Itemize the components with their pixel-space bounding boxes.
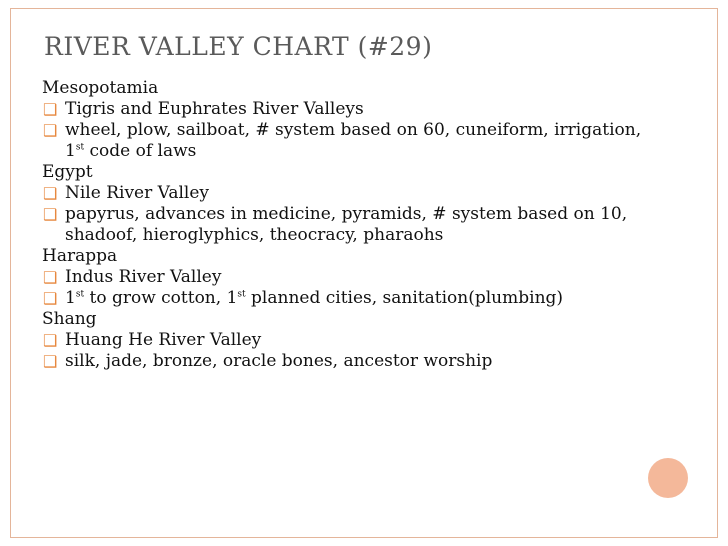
bullet-text: papyrus, advances in medicine, pyramids, # system based on 10, shadoof, hieroglyphics, theocracy, pharaohs	[65, 204, 628, 245]
slide-content	[42, 78, 642, 372]
bullet-text: Nile River Valley	[65, 183, 210, 203]
slide-border-right	[717, 8, 718, 538]
bullet-text: 1st to grow cotton, 1st planned cities, sanitation(plumbing)	[65, 288, 564, 308]
box-check-bullet-icon: ❑	[43, 205, 58, 224]
bullet-item	[42, 330, 642, 351]
section-heading-mesopotamia: Mesopotamia	[42, 78, 159, 98]
section-heading-harappa: Harappa	[42, 246, 118, 266]
bullet-item	[42, 120, 642, 162]
bullet-item	[42, 267, 642, 288]
bullet-text: wheel, plow, sailboat, # system based on 60, cuneiform, irrigation, 1st code of laws	[65, 120, 642, 161]
box-check-bullet-icon: ❑	[43, 121, 58, 140]
bullet-item	[42, 204, 642, 246]
bullet-item	[42, 183, 642, 204]
bullet-text: Tigris and Euphrates River Valleys	[65, 99, 364, 119]
bullet-text: Huang He River Valley	[65, 330, 262, 350]
slide-border-top	[10, 8, 718, 9]
section-heading-egypt: Egypt	[42, 162, 93, 182]
slide-border-bottom	[10, 537, 718, 538]
slide-title: RIVER VALLEY CHART (#29)	[44, 32, 433, 61]
box-check-bullet-icon: ❑	[43, 331, 58, 350]
box-check-bullet-icon: ❑	[43, 184, 58, 203]
box-check-bullet-icon: ❑	[43, 352, 58, 371]
bullet-text: Indus River Valley	[65, 267, 222, 287]
bullet-item	[42, 99, 642, 120]
bullet-item	[42, 288, 642, 309]
section-heading-shang: Shang	[42, 309, 97, 329]
box-check-bullet-icon: ❑	[43, 100, 58, 119]
bullet-text: silk, jade, bronze, oracle bones, ancestor worship	[65, 351, 493, 371]
box-check-bullet-icon: ❑	[43, 268, 58, 287]
decorative-circle	[648, 458, 688, 498]
box-check-bullet-icon: ❑	[43, 289, 58, 308]
bullet-item	[42, 351, 642, 372]
slide-border-left	[10, 8, 11, 538]
